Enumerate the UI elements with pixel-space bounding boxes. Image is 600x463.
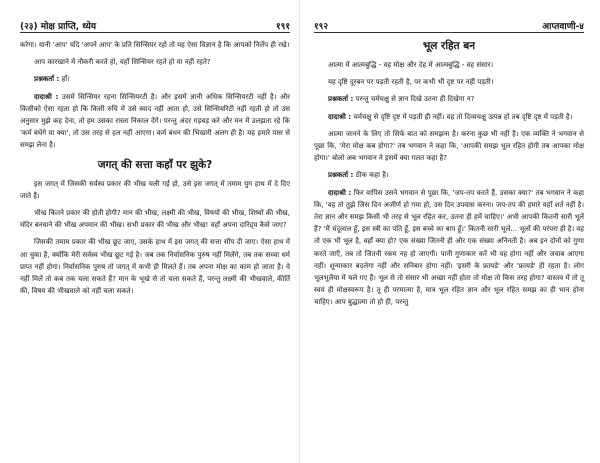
- paragraph-text: हाँ।: [61, 75, 70, 84]
- paragraph-text: ठीक कहा है।: [355, 171, 389, 180]
- paragraph: [20, 236, 290, 297]
- section-title: जगत् की सत्ता कहाँ पर झुके?: [97, 158, 213, 171]
- paragraph: [20, 178, 290, 202]
- paragraph: [20, 56, 290, 68]
- left-page-number: १९१: [275, 21, 290, 32]
- paragraph: [20, 207, 290, 231]
- dialogue-answer: [314, 111, 584, 123]
- speaker-label: प्रश्नकर्ता :: [328, 95, 354, 104]
- dialogue-question: [20, 73, 290, 85]
- paragraph-text: यह दृष्टि दूरबन पर पड़ती रहती है, पर कभी भी दृष्ट पर नहीं पड़ती।: [328, 78, 494, 87]
- speaker-label: दादाश्री :: [328, 188, 352, 197]
- paragraph-text: आत्मा जानने के लिए तो सिर्फ बात को समझना है। करना कुछ भी नहीं है। एक व्यक्ति ने भगवान से पूछा कि, 'मेरा मोक्ष कब होगा?' तब भगवान ने कहा कि, 'आपकी समझ भूल रहित होगी तब आपका मोक्ष होगा।' बोलो अब भगवान ने इसमें क्या गलत कहा है?: [314, 129, 584, 163]
- dialogue-question: [314, 93, 584, 105]
- left-header-chapter: (२३) मोक्ष प्राप्ति, ध्येय: [20, 21, 97, 32]
- speaker-label: प्रश्नकर्ता :: [328, 171, 354, 180]
- paragraph-text: आत्मा में आत्मबुद्धि - वह मोक्ष और देह में आत्मबुद्धि - वह संसार।: [328, 61, 494, 69]
- right-page-header: [314, 18, 584, 33]
- paragraph: [314, 76, 584, 88]
- speaker-label: दादाश्री :: [328, 112, 352, 121]
- speaker-label: प्रश्नकर्ता :: [34, 75, 60, 84]
- paragraph-text: चर्मचक्षु से दृष्टि दृष्ट में पड़ती ही नहीं। वह तो दिव्यचक्षु उत्पन्न हों तब दृष्टि दृष्ट में पड़ती है।: [353, 112, 573, 121]
- paragraph: [20, 39, 290, 51]
- right-header-title: आप्तवाणी-४: [542, 21, 584, 32]
- paragraph-text: जिसकी तमाम प्रकार की भीख छूट जाए, उसके हाथ में इस जगत् की सत्ता सौंप दी जाए। ऐसा हाथ में आ चुका है, क्योंकि मेरी सर्वस्व भीख छूट गई है। जब तक निर्वासनिक पुरुष नहीं मिलेंगे, तब तक सच्चा धर्म प्राप्त नहीं होगा। निर्वासनिक पुरुष तो जगत् में कभी ही मिलते हैं। तब अपना मोक्ष का काम हो जाता है। वे नहीं मिलें तो कब तक चला सकते हैं? मान के भूखे से तो चला सकते हैं, परन्तु लक्ष्मी की भीखवाले, कीर्ति की, विषय की भीखवाले को नहीं चला सकते।: [20, 238, 290, 296]
- paragraph: [314, 128, 584, 165]
- paragraph-text: उसमें सिन्सियर रहना सिन्सियरटी है। और इसमें ज्ञानी अधिक सिन्सियरटी नहीं है। और किसीको ऐसा रहता हो कि किसी रुचि में उसे स्वाद नहीं आता हो, उसे सिन्सियरिटी नहीं रहती हो तो उस अनुसार मुझे कह देना, तो हम उसका रास्ता निकाल देंगे। परन्तु अंदर गड़बड़ करे और मन में उलझता रहे कि 'कर्म बंधेंगे या क्या', तो उस तरह से हल नहीं आएगा। कर्म बंधन की भिखारी अलग ही है। यह हमारे पास से समझ लेना है।: [20, 92, 290, 150]
- dialogue-answer: [314, 187, 584, 309]
- paragraph-text: करेगा। यानी 'आप' यदि 'अपने आप' के प्रति सिन्सियर रहो तो यह ऐसा विज्ञान है कि आपको निर्लेप ही रखे।: [20, 41, 290, 49]
- paragraph-text: आप कारखाने में नौकरी करते हो, वहाँ सिन्सियर रहते हो या नहीं रहते?: [34, 58, 211, 67]
- left-page-header: [20, 18, 290, 33]
- paragraph-text: परन्तु चर्मचक्षु से ज्ञान दिखे उतना ही दिखेगा न?: [355, 95, 475, 104]
- paragraph-text: फिर वापिस उसने भगवान से पूछा कि, 'जप-तप करते हैं, उसका क्या?' तब भगवान ने कहा कि, 'वह तो तुझे जिस दिन अजीर्ण हो गया हो, उस दिन उपवास करना। जप-तप की हमारे यहाँ शर्त नहीं है। तेरा ज्ञान और समझ किसी भी तरह से भूल रहित कर, उतना ही हमें चाहिए।' अभी आपकी कितनी सारी भूलें हैं? 'मैं चंदूलाल हूँ, इस स्त्री का पति हूँ, इस बच्चे का बाप हूँ।' कितनी सारी भूलें... भूलों की परंपरा ही है। वह तो एक भी भूल है, वहाँ क्या हो? एक संख्या जितनी ही और एक संख्या अनिनती है। अब इन दोनों को गुणा करते जाएँ, तब तो जितनी रकम नह हो जाएगी। पानी गुणाकार करें भी वह होगा नहीं और जवाब आएगा नहीं। शून्याकार बदलेगा नहीं और सनिबार होगा नहीं। 'इसरी के फ्रायडे' और 'फ्रायडे' ही रहता है। लोग भूलभूलैया में चले गए हैं। भूल से तो संसार भी अच्छा नहीं होता तो मोक्ष तो किस तरह होगा? वास्तव में तो तू स्वयं ही मोक्षस्वरूप है। तू ही परमात्मा है, मात्र भूल रहित ज्ञान और भूल रहित समझ का ही भान होना चाहिए। आप बुद्धात्मा तो हो ही, परन्तु: [314, 188, 585, 307]
- paragraph-text: भीख कितने प्रकार की होती होगी? मान की भीख, लक्ष्मी की भीख, विषयों की भीख, शिष्यों की भीख, मंदिर बनवाने की भीख अपमान की भीख। सभी प्रकार की भीख और भीख! वहाँ अपना दारिद्र्य कैसे जाए?: [20, 209, 290, 230]
- section-title: भूल रहित बन: [422, 40, 476, 52]
- right-page-number: १९२: [314, 21, 329, 32]
- right-page: [300, 0, 600, 463]
- paragraph: [314, 59, 584, 71]
- dialogue-answer: [20, 91, 290, 152]
- paragraph-text: इस जगत् में जिसकी सर्वस्व प्रकार की भीख चली गई हो, उसे इस जगत् में तमाम युग हाथ में दे दिए जाते हैं।: [20, 179, 290, 200]
- dialogue-question: [314, 169, 584, 181]
- speaker-label: दादाश्री :: [34, 92, 59, 101]
